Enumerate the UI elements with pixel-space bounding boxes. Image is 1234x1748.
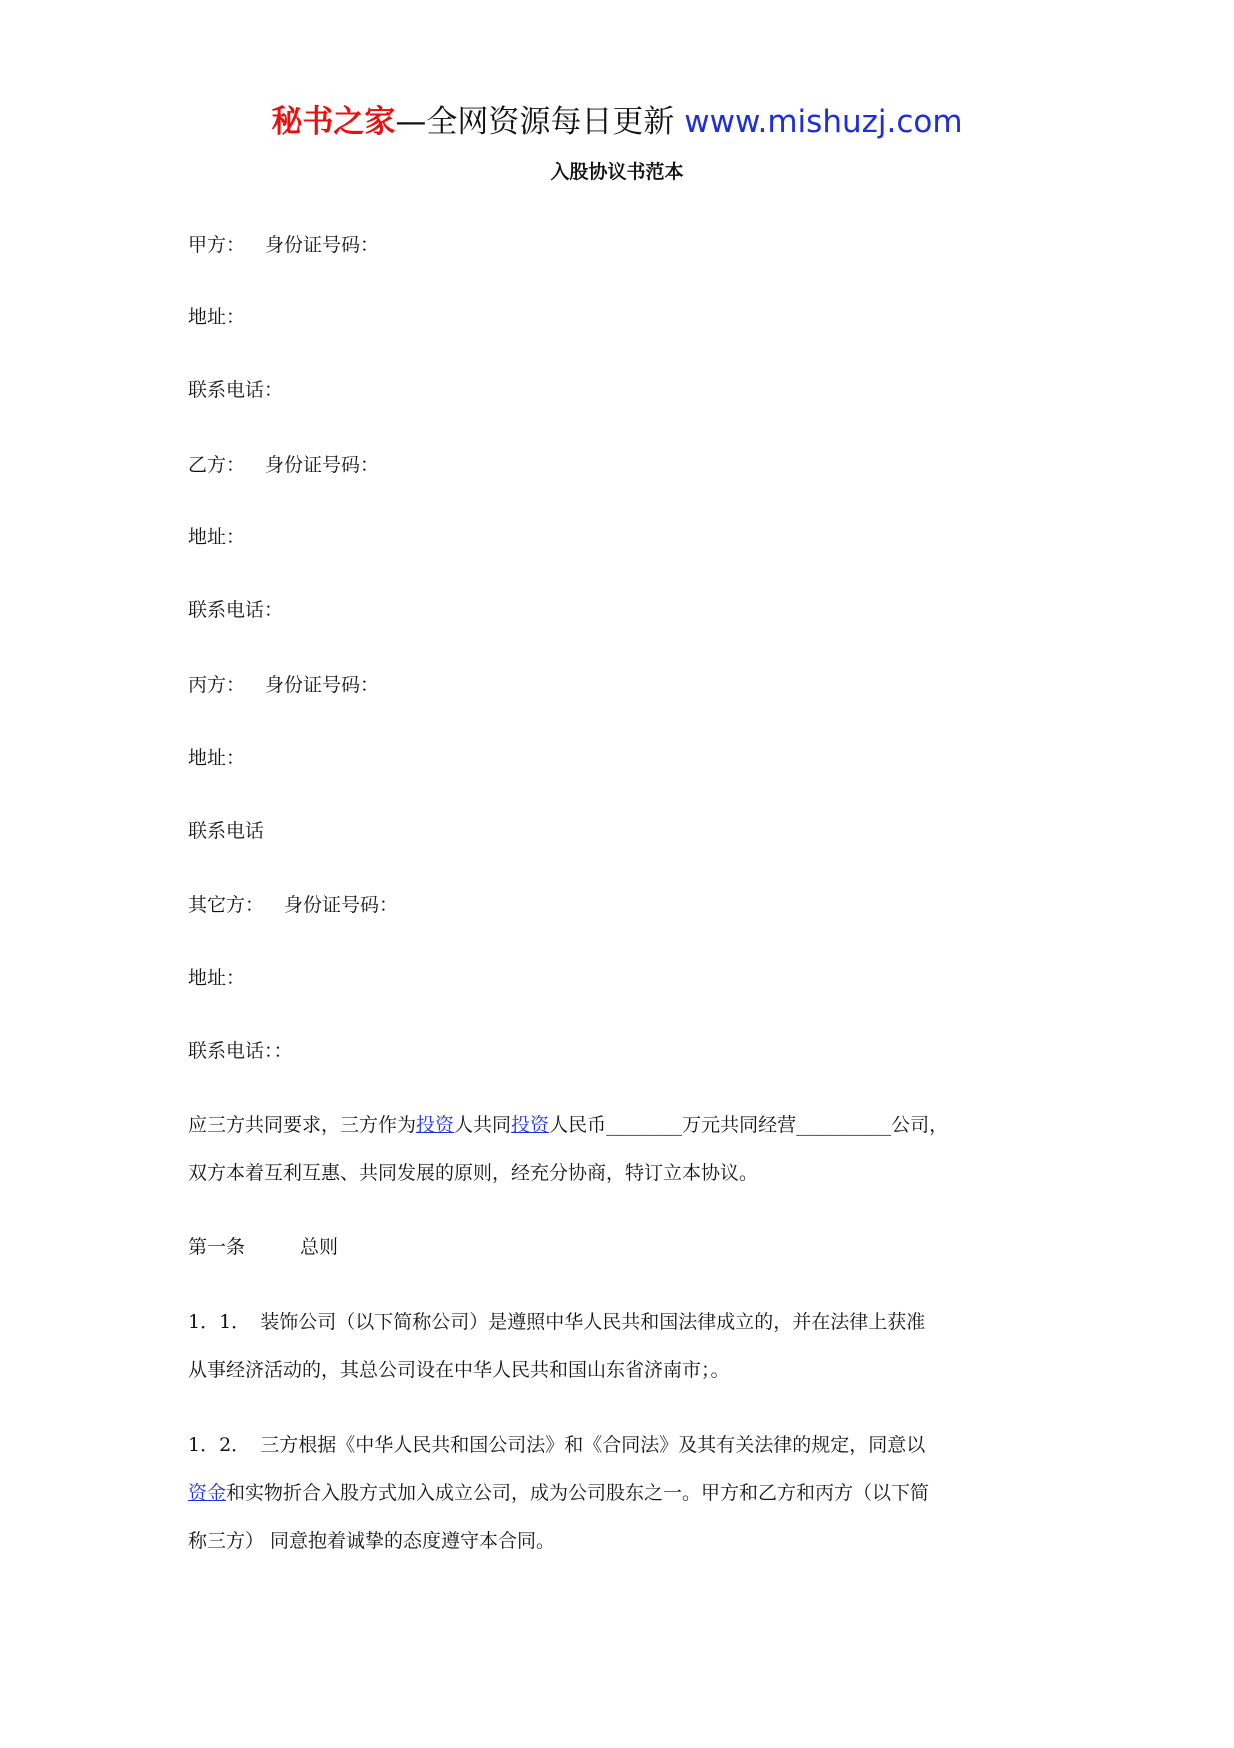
investment-link-2[interactable]: 投资 (511, 1114, 550, 1136)
brand-slogan: —全网资源每日更新 (395, 104, 685, 140)
intro-text-c: 人民币________万元共同经营__________公司， (549, 1114, 949, 1136)
party-b-id-label: 身份证号码： (265, 454, 380, 476)
party-c-address: 地址： (188, 747, 246, 769)
party-b-line (188, 450, 379, 480)
intro-text-b: 人共同 (454, 1114, 512, 1136)
party-c-id-label: 身份证号码： (265, 674, 380, 696)
investment-link-1[interactable]: 投资 (416, 1114, 455, 1136)
party-b-phone: 联系电话： (188, 599, 284, 621)
party-c-phone: 联系电话 (188, 820, 265, 842)
party-other-address: 地址： (188, 967, 246, 989)
party-b-address: 地址： (188, 526, 246, 548)
party-c-label: 丙方： (188, 674, 246, 696)
party-other-line (188, 890, 398, 920)
party-c-line (188, 670, 379, 700)
clause-1-2-line-2 (188, 1478, 929, 1508)
party-other-phone: 联系电话：： (188, 1040, 293, 1062)
party-b-label: 乙方： (188, 454, 246, 476)
clause-1-1-text-1: 装饰公司（以下简称公司）是遵照中华人民共和国法律成立的，并在法律上获准 (260, 1311, 926, 1333)
article-1-heading (188, 1232, 338, 1262)
party-a-line (188, 230, 379, 260)
funds-link[interactable]: 资金 (188, 1482, 227, 1504)
party-other-id-label: 身份证号码： (284, 894, 399, 916)
brand-name: 秘书之家 (271, 104, 396, 140)
intro-text-a: 应三方共同要求，三方作为 (188, 1114, 417, 1136)
clause-1-1-line-1 (188, 1307, 925, 1337)
party-a-id-label: 身份证号码： (265, 234, 380, 256)
party-a-label: 甲方： (188, 234, 246, 256)
clause-1-1-number: 1．1． (188, 1311, 251, 1333)
party-a-phone: 联系电话： (188, 379, 284, 401)
clause-1-2-text-1: 三方根据《中华人民共和国公司法》和《合同法》及其有关法律的规定，同意以 (260, 1434, 926, 1456)
article-1-name: 总则 (300, 1236, 339, 1258)
intro-line-2: 双方本着互利互惠、共同发展的原则，经充分协商，特订立本协议。 (188, 1162, 759, 1184)
clause-1-1-line-2: 从事经济活动的，其总公司设在中华人民共和国山东省济南市；。 (188, 1359, 730, 1381)
article-1-number: 第一条 (188, 1236, 246, 1258)
site-header (0, 100, 1234, 144)
clause-1-2-number: 1．2． (188, 1434, 251, 1456)
party-a-address: 地址： (188, 306, 246, 328)
document-title: 入股协议书范本 (550, 161, 684, 183)
brand-url[interactable]: www.mishuzj.com (684, 104, 963, 140)
clause-1-2-text-2: 和实物折合入股方式加入成立公司，成为公司股东之一。甲方和乙方和丙方（以下简 (226, 1482, 930, 1504)
intro-line-1 (188, 1110, 948, 1140)
clause-1-2-line-1 (188, 1430, 925, 1460)
party-other-label: 其它方： (188, 894, 265, 916)
clause-1-2-line-3: 称三方） 同意抱着诚挚的态度遵守本合同。 (188, 1530, 556, 1552)
